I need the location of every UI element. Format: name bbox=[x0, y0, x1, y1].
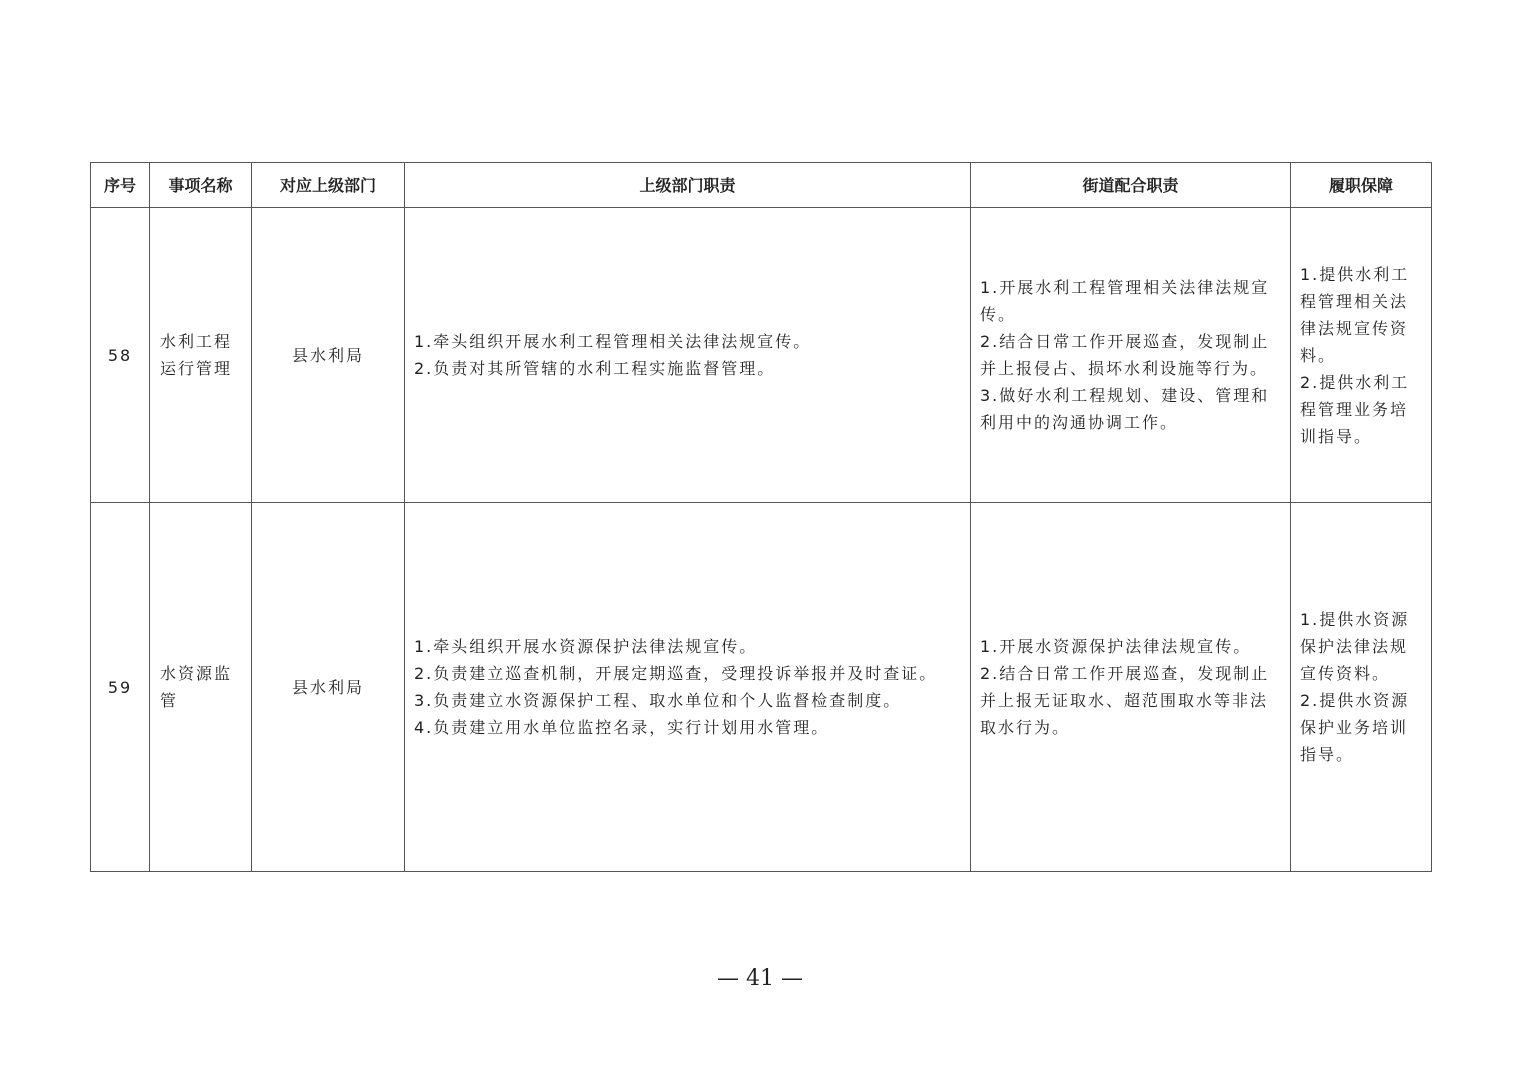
header-guarantee: 履职保障 bbox=[1291, 163, 1432, 208]
text-line: 料。 bbox=[1300, 345, 1337, 365]
text-line: 运行管理 bbox=[160, 359, 233, 378]
text-line: 2.结合日常工作开展巡查，发现制止 bbox=[980, 332, 1270, 351]
row-guarantee bbox=[1291, 503, 1432, 872]
row-upper-duty bbox=[405, 208, 971, 503]
text-line: 指导。 bbox=[1300, 745, 1355, 764]
text-line: 1.牵头组织开展水资源保护法律法规宣传。 bbox=[414, 637, 758, 656]
duty-table bbox=[90, 162, 1432, 872]
text-line: 程管理业务培 bbox=[1300, 399, 1409, 419]
text-line: 取水行为。 bbox=[980, 718, 1071, 737]
text-line: 训指导。 bbox=[1300, 426, 1373, 446]
text-line: 程管理相关法 bbox=[1300, 291, 1409, 311]
row-item-name bbox=[150, 503, 252, 872]
table-row bbox=[91, 208, 1432, 503]
text-line: 并上报无证取水、超范围取水等非法 bbox=[980, 691, 1269, 710]
text-line: 3.负责建立水资源保护工程、取水单位和个人监督检查制度。 bbox=[414, 691, 902, 710]
text-line: 保护业务培训 bbox=[1300, 718, 1409, 737]
row-guarantee bbox=[1291, 208, 1432, 503]
row-upper-duty bbox=[405, 503, 971, 872]
text-line: 并上报侵占、损坏水利设施等行为。 bbox=[980, 359, 1269, 378]
header-item-name: 事项名称 bbox=[150, 163, 252, 208]
text-line: 1.开展水资源保护法律法规宣传。 bbox=[980, 637, 1252, 656]
text-line: 管 bbox=[160, 691, 179, 710]
text-line: 1.开展水利工程管理相关法律法规宣 bbox=[980, 278, 1270, 297]
text-line: 水利工程 bbox=[160, 332, 233, 351]
row-no: 59 bbox=[91, 503, 150, 872]
text-line: 1.牵头组织开展水利工程管理相关法律法规宣传。 bbox=[414, 332, 812, 351]
text-line: 2.提供水利工 bbox=[1300, 372, 1410, 392]
text-line: 2.负责建立巡查机制，开展定期巡查，受理投诉举报并及时查证。 bbox=[414, 664, 938, 683]
header-upper-dept: 对应上级部门 bbox=[252, 163, 405, 208]
text-line: 3.做好水利工程规划、建设、管理和 bbox=[980, 386, 1270, 405]
row-item-name bbox=[150, 208, 252, 503]
page-number: — 41 — bbox=[717, 966, 803, 991]
text-line: 传。 bbox=[980, 305, 1017, 324]
text-line: 2.结合日常工作开展巡查，发现制止 bbox=[980, 664, 1270, 683]
text-line: 保护法律法规 bbox=[1300, 637, 1409, 656]
row-street-duty bbox=[971, 503, 1291, 872]
header-upper-duty: 上级部门职责 bbox=[405, 163, 971, 208]
text-line: 1.提供水利工 bbox=[1300, 264, 1410, 284]
text-line: 1.提供水资源 bbox=[1300, 610, 1410, 629]
text-line: 宣传资料。 bbox=[1300, 664, 1391, 683]
text-line: 律法规宣传资 bbox=[1300, 318, 1409, 338]
text-line: 水资源监 bbox=[160, 664, 233, 683]
text-line: 利用中的沟通协调工作。 bbox=[980, 413, 1179, 432]
text-line: 2.提供水资源 bbox=[1300, 691, 1410, 710]
table-row bbox=[91, 503, 1432, 872]
text-line: 4.负责建立用水单位监控名录，实行计划用水管理。 bbox=[414, 718, 830, 737]
row-upper-dept: 县水利局 bbox=[252, 503, 405, 872]
text-line: 2.负责对其所管辖的水利工程实施监督管理。 bbox=[414, 359, 776, 378]
row-street-duty bbox=[971, 208, 1291, 503]
header-no: 序号 bbox=[91, 163, 150, 208]
row-upper-dept: 县水利局 bbox=[252, 208, 405, 503]
header-street-duty: 街道配合职责 bbox=[971, 163, 1291, 208]
row-no: 58 bbox=[91, 208, 150, 503]
header-row bbox=[91, 163, 1432, 208]
